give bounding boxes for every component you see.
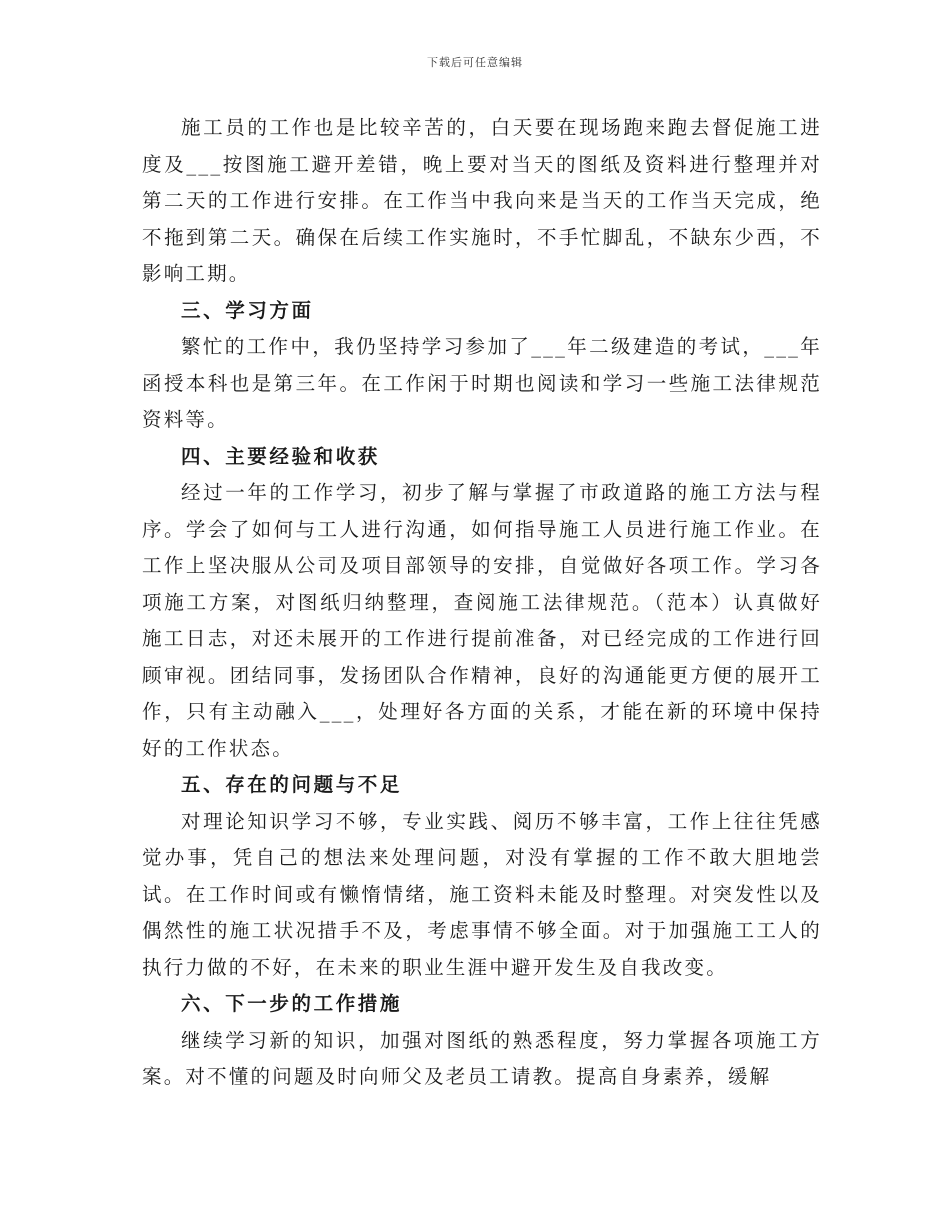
paragraph-next-steps: 继续学习新的知识，加强对图纸的熟悉程度，努力掌握各项施工方案。对不懂的问题及时向师父及老员工请教。提高自身素养，缓解 xyxy=(142,1028,822,1088)
paragraph-problems: 对理论知识学习不够，专业实践、阅历不够丰富，工作上往往凭感觉办事，凭自己的想法来处理问题，对没有掌握的工作不敢大胆地尝试。在工作时间或有懒惰情绪，施工资料未能及时整理。对突发性以及偶然性的施工状况措手不及，考虑事情不够全面。对于加强施工工人的执行力做的不好，在未来的职业生涯中避开发生及自我改变。 xyxy=(142,809,822,979)
section-heading-problems: 五、存在的问题与不足 xyxy=(181,773,403,796)
paragraph-construction-work: 施工员的工作也是比较辛苦的，白天要在现场跑来跑去督促施工进度及___按图施工避开差错，晚上要对当天的图纸及资料进行整理并对第二天的工作进行安排。在工作当中我向来是当天的工作当天完成，绝不拖到第二天。确保在后续工作实施时，不手忙脚乱，不缺东少西，不影响工期。 xyxy=(142,116,822,285)
paragraph-experience: 经过一年的工作学习，初步了解与掌握了市政道路的施工方法与程序。学会了如何与工人进行沟通，如何指导施工人员进行施工作业。在工作上坚决服从公司及项目部领导的安排，自觉做好各项工作。学习各项施工方案，对图纸归纳整理，查阅施工法律规范。（范本）认真做好施工日志，对还未展开的工作进行提前准备，对已经完成的工作进行回顾审视。团结同事，发扬团队合作精神，良好的沟通能更方便的展开工作，只有主动融入___，处理好各方面的关系，才能在新的环境中保持好的工作状态。 xyxy=(142,481,822,760)
section-heading-experience: 四、主要经验和收获 xyxy=(181,444,380,468)
document-body xyxy=(142,110,822,1096)
section-heading-study: 三、学习方面 xyxy=(181,298,314,322)
section-heading-next-steps: 六、下一步的工作措施 xyxy=(181,992,403,1015)
paragraph-study: 繁忙的工作中，我仍坚持学习参加了___年二级建造的考试，___年函授本科也是第三年。在工作闲于时期也阅读和学习一些施工法律规范资料等。 xyxy=(142,335,822,431)
header-note: 下载后可任意编辑 xyxy=(427,56,523,69)
